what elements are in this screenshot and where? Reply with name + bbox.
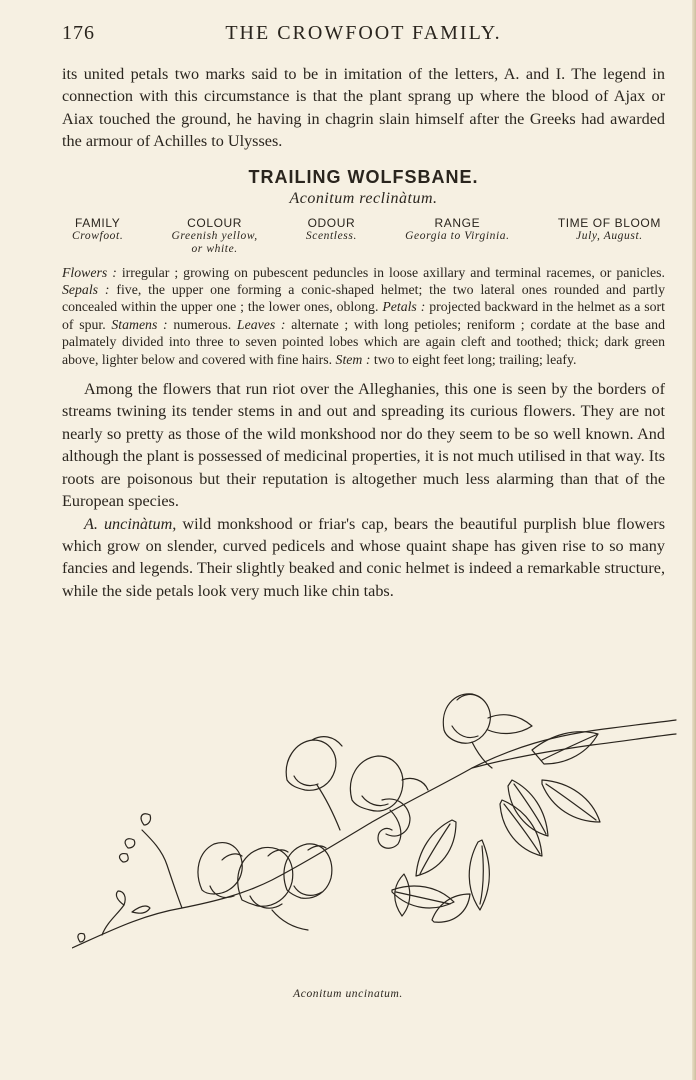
petals-label: Petals :: [382, 299, 426, 315]
monkshood-illustration: [72, 690, 678, 960]
stamens-label: Stamens :: [111, 316, 168, 332]
fact-label: COLOUR: [187, 215, 243, 230]
sepals-text: five, the upper one forming a conic-shaped helmet; the two lateral ones rounded and partly concealed within the upper one ; the lower ones, oblong.: [62, 282, 665, 315]
fact-value: July, August.: [576, 229, 643, 242]
fact-value-line2: or white.: [191, 242, 238, 255]
page-number: 176: [62, 22, 95, 44]
paragraph-uncinatum: [62, 513, 665, 603]
fact-value: Crowfoot.: [72, 229, 124, 242]
fact-value: Greenish yellow,: [171, 229, 258, 242]
sepals-label: Sepals :: [62, 282, 110, 298]
intro-paragraph: its united petals two marks said to be in imitation of the letters, A. and I. The legend in connection with this circumstance is that the plant sprang up where the blood of Ajax or Aiax touched the ground, he having in chagrin slain himself after the Greeks had awarded the armour of Achilles to Ulysses.: [62, 65, 665, 151]
stem-text: two to eight feet long; trailing; leafy.: [370, 351, 577, 367]
flowers-text: irregular ; growing on pubescent peduncles in loose axillary and terminal racemes, or panicles.: [116, 264, 665, 280]
figure-caption: Aconitum uncinatum.: [293, 988, 403, 1000]
fact-label: RANGE: [434, 215, 481, 230]
leaves-text: alternate ; with long petioles; reniform ; cordate at the base and palmately divided into three to seven pointed lobes which are again cleft and toothed; thick; dark green above, lighter below and covered with fine hairs.: [62, 316, 665, 367]
page-header: [62, 22, 665, 50]
fact-value: Scentless.: [305, 229, 357, 242]
fact-label: TIME OF BLOOM: [557, 215, 661, 230]
paragraph-alleghanies: Among the flowers that run riot over the Alleghanies, this one is seen by the borders of streams twining its tender stems in and out and spreading its curious flowers. They are not nearly so pretty as those of the wild monkshood nor do they seem to be so well known. And although the plant is possessed of medicinal properties, it is not much utilised in that way. Its roots are poisonous but their reputation is altogether much less alarming than that of the European species.: [62, 380, 665, 511]
fact-range: [405, 216, 510, 256]
leaves-label: Leaves :: [236, 316, 286, 332]
fact-family: [72, 216, 123, 256]
fact-value: Georgia to Virginia.: [405, 229, 510, 242]
fact-label: ODOUR: [307, 215, 356, 230]
book-page: [62, 22, 665, 602]
uncinatum-latin: A. uncinàtum,: [84, 514, 177, 533]
running-head: THE CROWFOOT FAMILY.: [225, 22, 502, 44]
botanical-description: [62, 264, 665, 368]
page-edge: [692, 0, 696, 1080]
fact-odour: [306, 216, 357, 256]
section-title: TRAILING WOLFSBANE.: [248, 166, 479, 187]
uncinatum-text: wild monkshood or friar's cap, bears the beautiful purplish blue flowers which grow on slender, curved pedicels and whose quaint shape has given rise to so many fancies and legends. Their slightly beaked and conic helmet is indeed a remarkable structure, while the side petals look very much like chin tabs.: [62, 514, 665, 600]
fact-table: [62, 216, 665, 256]
latin-name: Aconitum reclinàtum.: [289, 189, 438, 207]
fact-label: FAMILY: [74, 215, 121, 230]
flowers-label: Flowers :: [62, 264, 117, 280]
stamens-text: numerous.: [167, 316, 237, 332]
fact-colour: [171, 216, 257, 256]
petals-text: projected backward in the helmet as a sort of spur.: [62, 299, 665, 332]
stem-label: Stem :: [335, 351, 371, 367]
fact-time-of-bloom: [558, 216, 661, 256]
